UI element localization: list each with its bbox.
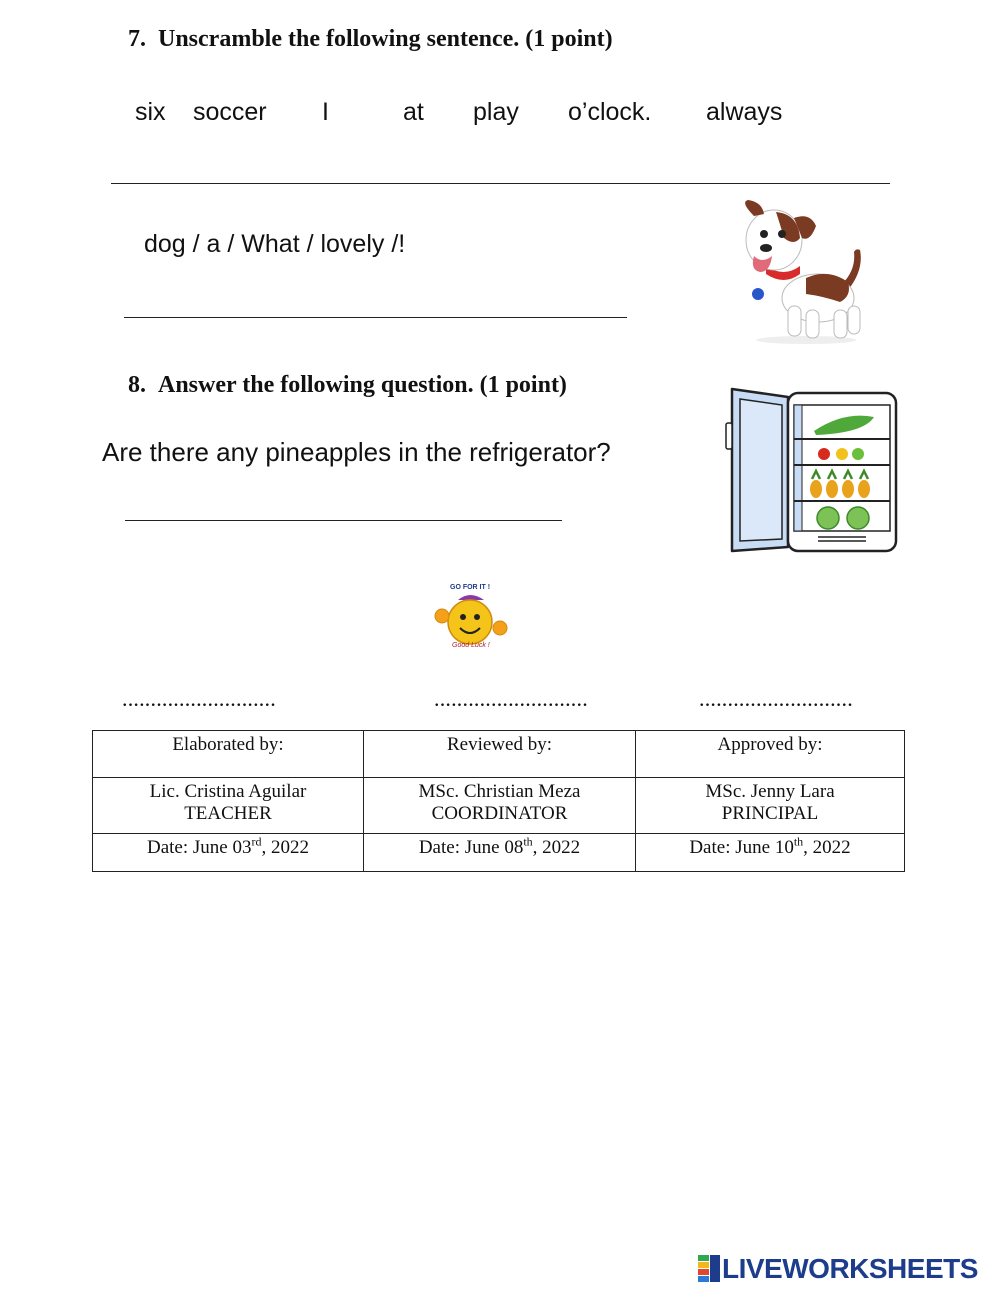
liveworksheets-logo[interactable] — [698, 1254, 978, 1284]
answer-line-3[interactable] — [125, 520, 562, 521]
date-day: 03 — [232, 837, 252, 858]
scrambled-word: o’clock. — [568, 98, 652, 126]
reviewer-name: MSc. Christian Meza — [418, 781, 581, 802]
approver-cell — [636, 778, 905, 834]
table-row — [93, 834, 905, 872]
scrambled-word: at — [403, 98, 424, 126]
date-suffix: th — [523, 834, 533, 849]
elaborator-role: TEACHER — [184, 803, 272, 824]
question-8-heading — [128, 372, 567, 399]
scrambled-word: play — [473, 98, 519, 126]
elaborator-cell — [93, 778, 364, 834]
good-luck-badge — [432, 584, 512, 654]
question-8-text: Are there any pineapples in the refrigerator? — [102, 437, 611, 467]
elaborated-date — [93, 834, 364, 872]
signature-dots-3: ........................... — [699, 686, 853, 711]
table-row — [93, 778, 905, 834]
date-year: , 2022 — [803, 837, 851, 858]
scrambled-word: six — [135, 98, 166, 126]
approved-by-header: Approved by: — [636, 731, 905, 778]
date-year: , 2022 — [532, 837, 581, 858]
dog-illustration — [736, 198, 872, 346]
reviewed-by-header: Reviewed by: — [364, 731, 636, 778]
date-prefix: Date: June — [689, 837, 775, 858]
approved-date — [636, 834, 905, 872]
liveworksheets-logo-icon — [698, 1255, 722, 1283]
date-prefix: Date: June — [418, 837, 505, 858]
signature-dots-1: ........................... — [122, 686, 276, 711]
good-luck-text: Good Luck ! — [452, 642, 490, 649]
reviewer-cell — [364, 778, 636, 834]
reviewed-date — [364, 834, 636, 872]
scrambled-word: always — [706, 98, 783, 126]
date-suffix: rd — [251, 834, 262, 849]
question-title: Answer the following question. (1 point) — [158, 372, 567, 398]
date-day: 10 — [774, 837, 794, 858]
signature-dots-2: ........................... — [434, 686, 588, 711]
reviewer-role: COORDINATOR — [431, 803, 568, 824]
approver-name: MSc. Jenny Lara — [705, 781, 835, 802]
question-number: 8. — [128, 372, 146, 398]
scrambled-word: I — [322, 98, 329, 126]
liveworksheets-logo-text: LIVEWORKSHEETS — [722, 1253, 978, 1284]
answer-line-1[interactable] — [111, 183, 890, 184]
date-suffix: th — [793, 834, 804, 849]
signature-table — [92, 730, 905, 872]
scrambled-sentence-2: dog / a / What / lovely /! — [144, 230, 406, 258]
elaborator-name: Lic. Cristina Aguilar — [149, 781, 307, 802]
date-year: , 2022 — [261, 837, 309, 858]
date-day: 08 — [504, 837, 524, 858]
approver-role: PRINCIPAL — [721, 803, 819, 824]
refrigerator-illustration — [724, 383, 898, 555]
date-prefix: Date: June — [147, 837, 233, 858]
elaborated-by-header: Elaborated by: — [93, 731, 364, 778]
table-row — [93, 731, 905, 778]
go-for-it-text: GO FOR IT ! — [450, 584, 491, 591]
smiley-icon — [432, 590, 512, 646]
scrambled-word: soccer — [193, 98, 267, 126]
question-7-heading — [128, 26, 613, 53]
question-title: Unscramble the following sentence. (1 point) — [158, 26, 613, 52]
answer-line-2[interactable] — [124, 317, 627, 318]
question-number: 7. — [128, 26, 146, 52]
